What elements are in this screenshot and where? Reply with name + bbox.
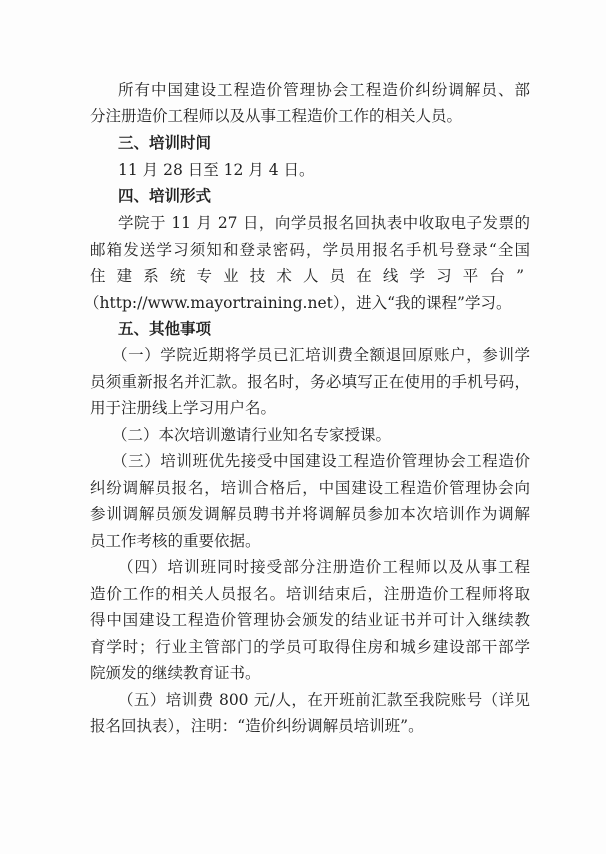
item1-line-2: 员须重新报名并汇款。报名时，务必填写正在使用的手机号码， [90, 373, 530, 391]
training-format-line-1: 学院于 11 月 27 日，向学员报名回执表中收取电子发票的 [118, 214, 530, 232]
section-heading-training-format: 四、培训形式 [118, 187, 212, 205]
item1-line-3: 用于注册线上学习用户名。 [90, 399, 277, 417]
section-heading-other-matters: 五、其他事项 [118, 320, 212, 338]
item5-line-1: （五）培训费 800 元/人，在开班前汇款至我院账号（详见 [118, 691, 530, 709]
item3-line-3: 参训调解员颁发调解员聘书并将调解员参加本次培训作为调解 [90, 505, 530, 523]
training-format-line-4: （http://www.mayortraining.net），进入“我的课程”学习。 [84, 294, 512, 312]
item1-line-1: （一）学院近期将学员已汇培训费全额退回原账户，参训学 [112, 346, 530, 364]
training-format-line-2: 邮箱发送学习须知和登录密码，学员用报名手机号登录“全国 [90, 241, 530, 259]
item3-line-1: （三）培训班优先接受中国建设工程造价管理协会工程造价 [112, 452, 530, 470]
item4-line-5: 院颁发的继续教育证书。 [90, 664, 261, 682]
item4-line-3: 得中国建设工程造价管理协会颁发的结业证书并可计入继续教 [90, 611, 530, 629]
item3-line-2: 纠纷调解员报名，培训合格后，中国建设工程造价管理协会向 [90, 479, 530, 497]
intro-line-1: 所有中国建设工程造价管理协会工程造价纠纷调解员、部 [118, 81, 530, 99]
section-heading-training-time: 三、培训时间 [118, 134, 212, 152]
intro-line-2: 分注册造价工程师以及从事工程造价工作的相关人员。 [90, 107, 463, 125]
item4-line-2: 造价工作的相关人员报名。培训结束后，注册造价工程师将取 [90, 585, 530, 603]
item5-line-2: 报名回执表），注明：“造价纠纷调解员培训班”。 [90, 717, 424, 735]
training-time-text: 11 月 28 日至 12 月 4 日。 [118, 161, 315, 179]
item3-line-4: 员工作考核的重要依据。 [90, 532, 261, 550]
training-format-line-3: 住建系统专业技术人员在线学习平台” [90, 267, 530, 285]
item4-line-1: （四）培训班同时接受部分注册造价工程师以及从事工程 [118, 558, 530, 576]
item2-line-1: （二）本次培训邀请行业知名专家授课。 [112, 426, 392, 444]
item4-line-4: 育学时；行业主管部门的学员可取得住房和城乡建设部干部学 [90, 638, 530, 656]
